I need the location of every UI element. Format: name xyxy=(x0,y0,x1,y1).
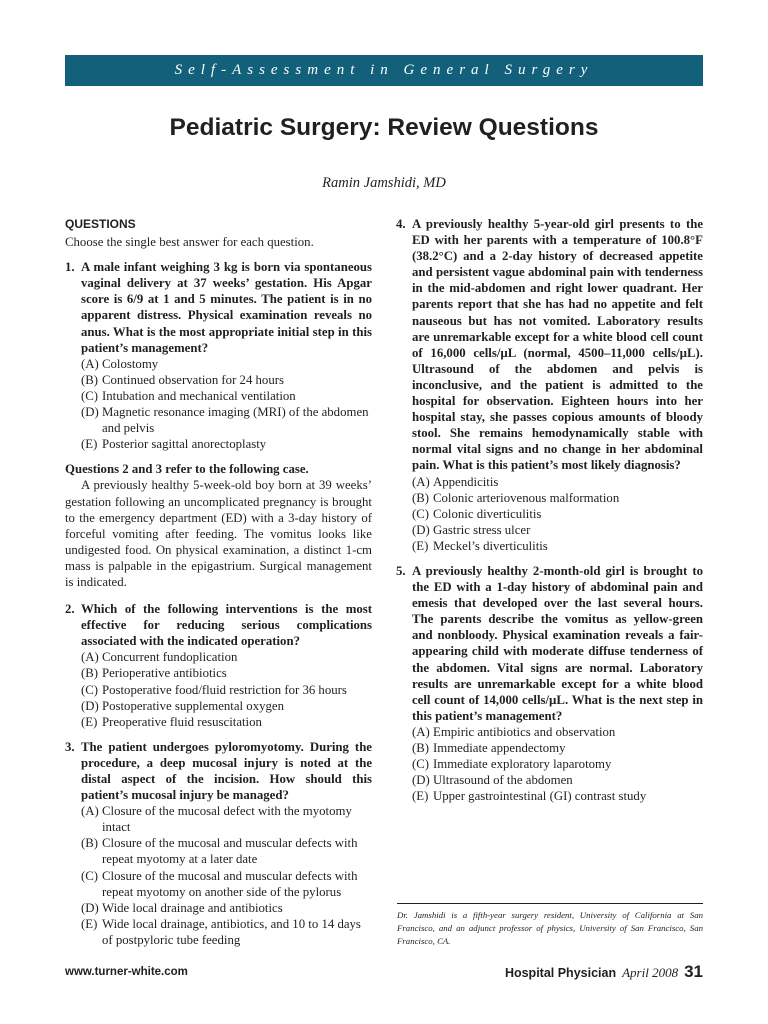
answer-option[interactable] xyxy=(412,490,703,506)
case-text: A previously healthy 5-week-old boy born at 39 weeks’ gestation following an uncomplicated pregnancy is brought to the emergency department (ED) with a 3-day history of forceful vomiting after feeding. The vomitus looks like undigested food. On physical examination, a distinct 1-cm mass is palpable in the epigastrium. Surgical management is indicated. xyxy=(65,478,372,589)
option-text: Wide local drainage, antibiotics, and 10 to 14 days of postpyloric tube feeding xyxy=(102,916,361,947)
option-label: (D) xyxy=(81,900,99,915)
option-text: Posterior sagittal anorectoplasty xyxy=(102,437,267,452)
question-2 xyxy=(65,601,372,730)
option-label: (E) xyxy=(81,437,98,452)
issue-date: April 2008 xyxy=(622,965,679,980)
question-1 xyxy=(65,259,372,452)
option-text: Continued observation for 24 hours xyxy=(102,372,284,387)
answer-options xyxy=(396,724,703,804)
case-heading: Questions 2 and 3 refer to the following case. xyxy=(65,462,309,477)
answer-option[interactable] xyxy=(81,665,372,681)
option-text: Magnetic resonance imaging (MRI) of the abdomen and pelvis xyxy=(102,405,369,436)
option-label: (D) xyxy=(81,405,99,420)
question-number: 5. xyxy=(396,563,406,578)
answer-options xyxy=(65,649,372,729)
question-text: A previously healthy 5-year-old girl presents to the ED with her parents with a temperature of 100.8°F (38.2°C) and a 2-day history of decreased appetite and persistent vague abdominal pain with tenderness in the mid-abdomen and right lower quadrant. Her parents report that she has had no appetite and felt nauseous but has not vomited. Laboratory results are unremarkable except for a white blood cell count of 16,000 cells/µL (normal, 4500–11,000 cells/µL). Ultrasound of the abdomen and pelvis is inconclusive, and the patient is admitted to the hospital for observation. Eighteen hours into her hospital stay, she passes copious amounts of bloody stool. She remains hemodynamically stable with normal vital signs and no change in her abdominal pain. What is this patient’s most likely diagnosis? xyxy=(412,217,703,473)
option-text: Concurrent fundoplication xyxy=(102,650,238,665)
option-text: Perioperative antibiotics xyxy=(102,666,227,681)
option-text: Immediate exploratory laparotomy xyxy=(433,757,612,772)
question-number: 2. xyxy=(65,602,75,617)
instructions-text: Choose the single best answer for each question. xyxy=(65,235,314,250)
answer-option[interactable] xyxy=(81,835,372,867)
answer-option[interactable] xyxy=(412,724,703,740)
option-label: (D) xyxy=(81,698,99,713)
answer-option[interactable] xyxy=(81,388,372,404)
option-text: Preoperative fluid resuscitation xyxy=(102,714,262,729)
option-text: Colonic arteriovenous malformation xyxy=(433,490,620,505)
question-text: The patient undergoes pyloromyotomy. During the procedure, a deep mucosal injury is noted at the distal aspect of the incision. How should this patient’s mucosal injury be managed? xyxy=(81,739,372,803)
author-footnote: Dr. Jamshidi is a fifth-year surgery resident, University of California at San Francisco, and an adjunct professor of physics, University of San Francisco, San Francisco, CA. xyxy=(397,910,703,946)
option-label: (B) xyxy=(81,372,99,387)
question-text: Which of the following interventions is the most effective for reducing serious complications associated with the indicated operation? xyxy=(81,602,372,649)
answer-option[interactable] xyxy=(412,740,703,756)
answer-options xyxy=(65,803,372,948)
footer-journal-info xyxy=(505,962,703,982)
answer-option[interactable] xyxy=(412,506,703,522)
answer-option[interactable] xyxy=(81,868,372,900)
question-number: 1. xyxy=(65,260,75,275)
answer-option[interactable] xyxy=(412,788,703,804)
answer-option[interactable] xyxy=(81,916,372,948)
answer-option[interactable] xyxy=(81,714,372,730)
option-text: Postoperative food/fluid restriction for 36 hours xyxy=(102,682,347,697)
footnote-divider xyxy=(397,903,703,904)
option-label: (C) xyxy=(412,757,430,772)
section-heading: QUESTIONS xyxy=(65,217,136,231)
question-text: A male infant weighing 3 kg is born via spontaneous vaginal delivery at 37 weeks’ gestation. His Apgar score is 6/9 at 1 and 5 minutes. The patient is in no apparent distress. Physical examination reveals no anus. What is the most appropriate initial step in this patient’s management? xyxy=(81,260,372,355)
footer-website[interactable]: www.turner-white.com xyxy=(65,966,188,978)
option-text: Closure of the mucosal defect with the myotomy intact xyxy=(102,804,352,835)
answer-option[interactable] xyxy=(81,900,372,916)
answer-option[interactable] xyxy=(412,538,703,554)
answer-option[interactable] xyxy=(81,356,372,372)
page-number: 31 xyxy=(684,962,703,981)
author-byline: Ramin Jamshidi, MD xyxy=(322,175,446,191)
right-column xyxy=(396,216,703,813)
option-label: (E) xyxy=(81,714,98,729)
option-text: Gastric stress ulcer xyxy=(433,522,531,537)
option-label: (C) xyxy=(81,868,99,883)
question-4 xyxy=(396,216,703,554)
option-label: (A) xyxy=(412,474,430,489)
case-description xyxy=(65,461,372,590)
answer-option[interactable] xyxy=(81,404,372,436)
article-title: Pediatric Surgery: Review Questions xyxy=(169,114,599,141)
answer-option[interactable] xyxy=(81,803,372,835)
question-number: 4. xyxy=(396,217,406,231)
option-label: (A) xyxy=(81,804,99,819)
option-label: (B) xyxy=(412,490,430,505)
answer-option[interactable] xyxy=(412,772,703,788)
option-label: (C) xyxy=(81,682,99,697)
option-text: Upper gastrointestinal (GI) contrast study xyxy=(433,789,647,804)
option-label: (A) xyxy=(412,724,430,739)
option-label: (E) xyxy=(412,538,429,553)
option-text: Closure of the mucosal and muscular defects with repeat myotomy on another side of the pylorus xyxy=(102,868,358,899)
answer-option[interactable] xyxy=(81,682,372,698)
question-5 xyxy=(396,563,703,804)
option-text: Intubation and mechanical ventilation xyxy=(102,388,296,403)
option-text: Colonic diverticulitis xyxy=(433,506,542,521)
option-text: Wide local drainage and antibiotics xyxy=(102,900,283,915)
option-text: Colostomy xyxy=(102,356,159,371)
question-text: A previously healthy 2-month-old girl is brought to the ED with a 1-day history of abdominal pain and emesis that developed over the last several hours. The parents describe the vomitus as yellow-green and nonbloody. Physical examination reveals a fair-appearing child with moderate diffuse tenderness of the abdomen. Vital signs are normal. Laboratory results are unremarkable except for a white blood cell count of 14,000 cells/µL. What is the next step in this patient’s management? xyxy=(412,563,703,723)
option-text: Postoperative supplemental oxygen xyxy=(102,698,284,713)
question-3 xyxy=(65,739,372,948)
option-label: (C) xyxy=(81,388,99,403)
option-label: (B) xyxy=(412,741,430,755)
answer-option[interactable] xyxy=(81,372,372,388)
option-label: (D) xyxy=(412,522,430,537)
option-label: (C) xyxy=(412,506,430,521)
option-text: Closure of the mucosal and muscular defects with repeat myotomy at a later date xyxy=(102,836,358,867)
answer-options xyxy=(65,356,372,453)
answer-option[interactable] xyxy=(412,474,703,490)
answer-option[interactable] xyxy=(412,756,703,772)
option-label: (B) xyxy=(81,836,99,851)
option-label: (B) xyxy=(81,666,99,681)
answer-option[interactable] xyxy=(81,649,372,665)
answer-option[interactable] xyxy=(81,436,372,452)
answer-option[interactable] xyxy=(412,522,703,538)
option-label: (E) xyxy=(81,916,98,931)
journal-name: Hospital Physician xyxy=(504,966,617,980)
option-text: Immediate appendectomy xyxy=(433,741,566,755)
section-banner xyxy=(65,55,703,86)
option-label: (A) xyxy=(81,650,99,665)
banner-text: Self-Assessment in General Surgery xyxy=(174,62,594,78)
option-label: (A) xyxy=(81,356,99,371)
option-label: (D) xyxy=(412,773,430,788)
option-text: Empiric antibiotics and observation xyxy=(433,724,616,739)
option-text: Appendicitis xyxy=(433,474,499,489)
answer-option[interactable] xyxy=(81,698,372,714)
left-column xyxy=(65,216,372,957)
answer-options xyxy=(396,474,703,554)
question-number: 3. xyxy=(65,739,75,754)
option-label: (E) xyxy=(412,789,429,804)
option-text: Meckel’s diverticulitis xyxy=(433,538,548,553)
option-text: Ultrasound of the abdomen xyxy=(433,773,573,788)
